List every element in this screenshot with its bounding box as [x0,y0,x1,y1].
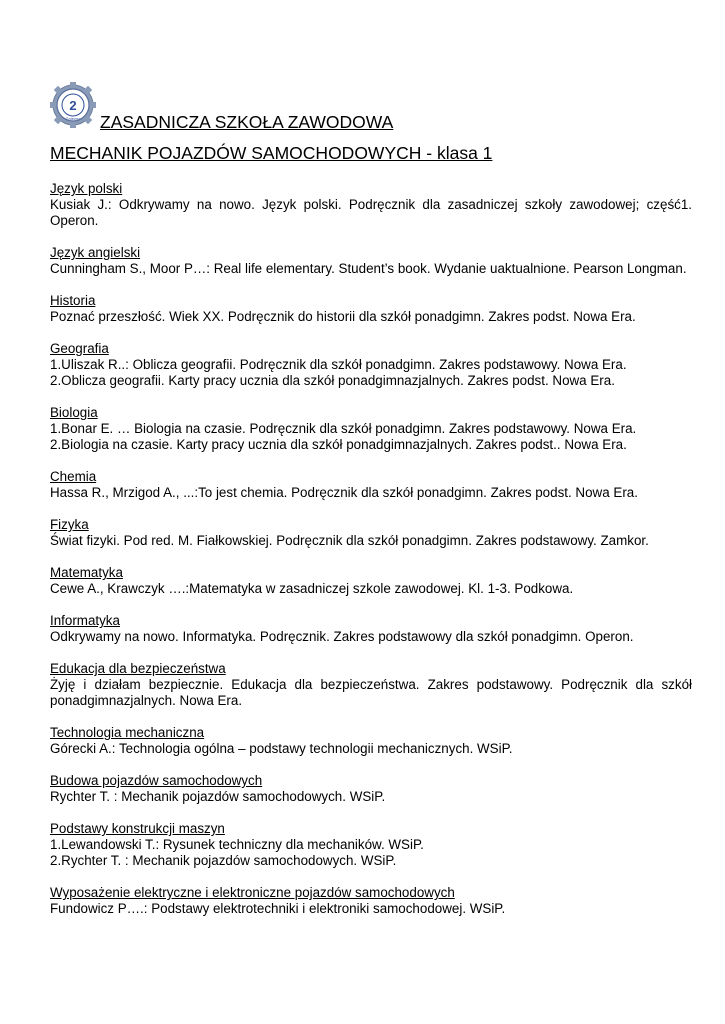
book-entry: Cunningham S., Moor P…: Real life elementary. Student’s book. Wydanie uaktualnione. Pearson Longman. [50,261,687,276]
section-vehicle-electrics [50,885,692,917]
subject-heading: Historia [50,293,96,308]
section-mathematics [50,565,692,597]
section-safety-education [50,661,692,709]
school-logo [50,82,96,128]
subject-heading: Geografia [50,341,109,356]
book-entry: Fundowicz P….: Podstawy elektrotechniki i elektroniki samochodowej. WSiP. [50,901,506,916]
book-entry: 1.Bonar E. … Biologia na czasie. Podręcznik dla szkół ponadgimn. Zakres podstawowy. Nowa Era. [50,421,637,436]
subject-heading: Fizyka [50,517,89,532]
book-entry: Górecki A.: Technologia ogólna – podstawy technologii mechanicznych. WSiP. [50,741,513,756]
book-entry: Kusiak J.: Odkrywamy na nowo. Język polski. Podręcznik dla zasadniczej szkoły zawodowej; część1. Operon. [50,197,692,228]
book-entry: Żyję i działam bezpiecznie. Edukacja dla bezpieczeństwa. Zakres podstawowy. Podręcznik dla szkół ponadgimnazjalnych. Nowa Era. [50,677,692,708]
section-machine-design [50,821,692,869]
section-biology [50,405,692,453]
book-entry: Odkrywamy na nowo. Informatyka. Podręcznik. Zakres podstawowy dla szkół ponadgimn. Operon. [50,629,634,644]
subject-heading: Podstawy konstrukcji maszyn [50,821,225,836]
section-english [50,245,692,277]
subject-heading: Informatyka [50,613,120,628]
section-informatics [50,613,692,645]
section-polish [50,181,692,229]
subject-heading: Edukacja dla bezpieczeństwa [50,661,226,676]
book-entry: 2.Oblicza geografii. Karty pracy ucznia dla szkół ponadgimnazjalnych. Zakres podst. Nowa Era. [50,373,615,388]
section-geography [50,341,692,389]
section-chemistry [50,469,692,501]
subject-heading: Technologia mechaniczna [50,725,205,740]
book-entry: Hassa R., Mrzigod A., ...:To jest chemia. Podręcznik dla szkół ponadgimn. Zakres podst. Nowa Era. [50,485,638,500]
book-entry: Poznać przeszłość. Wiek XX. Podręcznik do historii dla szkół ponadgimn. Zakres podst. Nowa Era. [50,309,636,324]
book-entry: 2.Rychter T. : Mechanik pojazdów samochodowych. WSiP. [50,853,397,868]
subject-heading: Chemia [50,469,97,484]
subject-heading: Język polski [50,181,123,196]
book-list [50,181,692,933]
book-entry: Cewe A., Krawczyk ….:Matematyka w zasadniczej szkole zawodowej. Kl. 1-3. Podkowa. [50,581,574,596]
subject-heading: Wyposażenie elektryczne i elektroniczne pojazdów samochodowych [50,885,455,900]
book-entry: 2.Biologia na czasie. Karty pracy ucznia dla szkół ponadgimnazjalnych. Zakres podst.. Nowa Era. [50,437,627,452]
section-vehicle-construction [50,773,692,805]
class-title: MECHANIK POJAZDÓW SAMOCHODOWYCH - klasa 1 [50,143,493,163]
book-entry: Rychter T. : Mechanik pojazdów samochodowych. WSiP. [50,789,386,804]
subject-heading: Budowa pojazdów samochodowych [50,773,263,788]
book-entry: Świat fizyki. Pod red. M. Fiałkowskiej. Podręcznik dla szkół ponadgimn. Zakres podstawowy. Zamkor. [50,533,649,548]
subject-heading: Język angielski [50,245,141,260]
subject-heading: Matematyka [50,565,123,580]
school-title: ZASADNICZA SZKOŁA ZAWODOWA [100,112,394,132]
section-mechanical-technology [50,725,692,757]
book-entry: 1.Lewandowski T.: Rysunek techniczny dla mechaników. WSiP. [50,837,424,852]
logo-city: Gniezno [65,116,81,121]
subject-heading: Biologia [50,405,98,420]
section-physics [50,517,692,549]
logo-number: 2 [69,98,77,113]
section-history [50,293,692,325]
book-entry: 1.Uliszak R..: Oblicza geografii. Podręcznik dla szkół ponadgimn. Zakres podstawowy. Nowa Era. [50,357,627,372]
